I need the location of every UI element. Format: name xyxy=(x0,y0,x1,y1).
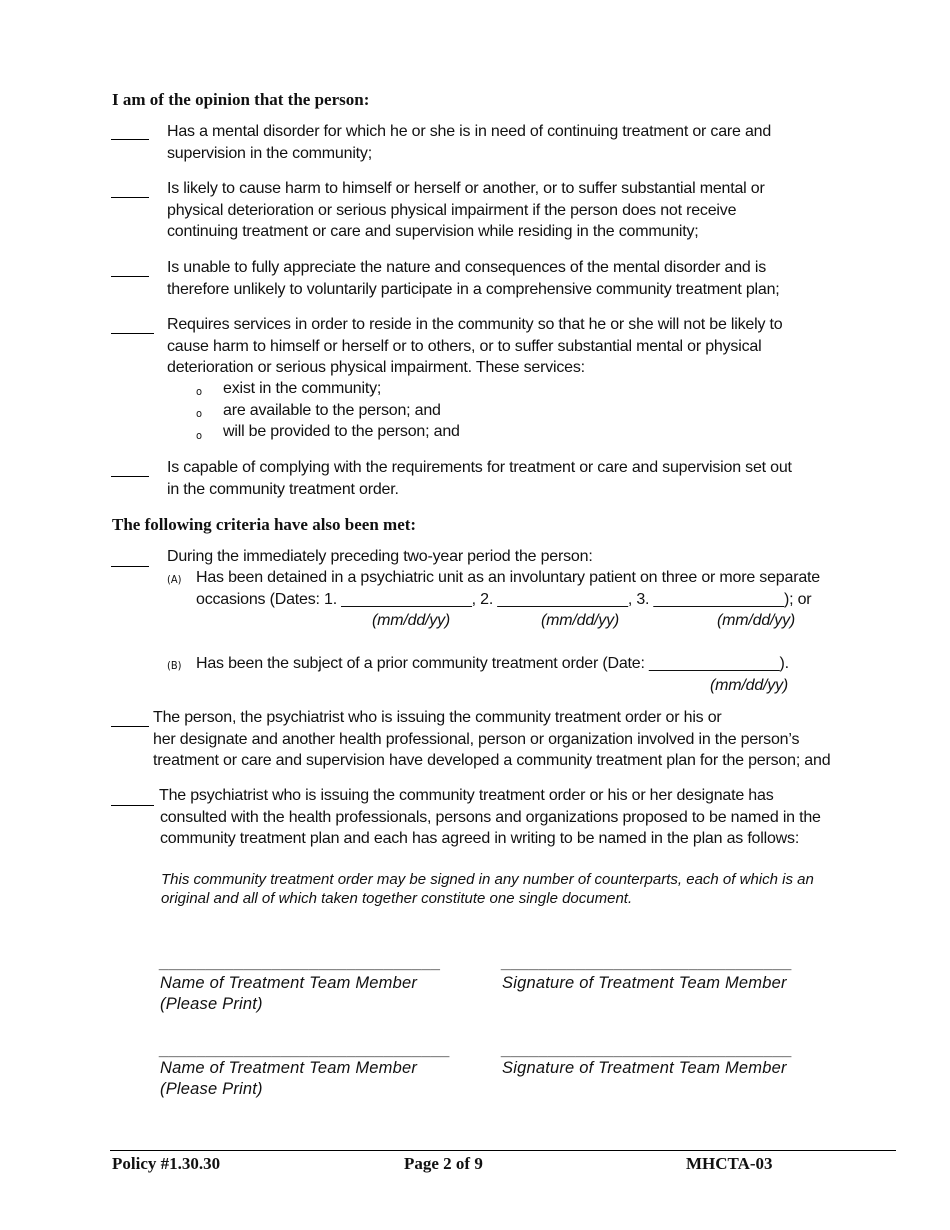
bullet-marker: o xyxy=(196,407,203,420)
please-print-2: (Please Print) xyxy=(160,1080,263,1098)
option-b-marker: (B) xyxy=(167,659,182,672)
signature-line-2[interactable]: _______________________________ xyxy=(502,1041,793,1059)
criterion-plan-developed: The person, the psychiatrist who is issuing the community treatment order or his or her designate and another health professional, person or organization involved in the person’s treatment or care and supervision have developed a community treatment plan for the person; and xyxy=(153,709,831,769)
criterion-mental-disorder: Has a mental disorder for which he or she is in need of continuing treatment or care and supervision in the community; xyxy=(167,123,772,162)
criterion-two-year-intro: During the immediately preceding two-year period the person: xyxy=(167,548,593,565)
date-hint-1: (mm/dd/yy) xyxy=(372,612,451,629)
footer-form-id: MHCTA-03 xyxy=(686,1154,773,1173)
checkbox-line-capable-complying[interactable] xyxy=(111,476,149,477)
option-b-prior-order: Has been the subject of a prior community treatment order (Date: _______________). xyxy=(196,655,789,672)
criterion-likely-harm: Is likely to cause harm to himself or herself or another, or to suffer substantial mental or physical deterioration or serious physical impairment if the person does not receive continuing treatment or care and supervision while residing in the community; xyxy=(167,180,765,240)
option-a-detained: Has been detained in a psychiatric unit as an involuntary patient on three or more separate occasions (Dates: 1. _______________, 2. _______________, 3. _______________); or xyxy=(196,569,820,608)
criterion-consulted: The psychiatrist who is issuing the community treatment order or his or her designate has consulted with the health professionals, persons and organizations proposed to be named in the community treatment plan and each has agreed in writing to be named in the plan as follows: xyxy=(159,787,821,847)
date-hint-b: (mm/dd/yy) xyxy=(710,677,789,694)
signature-label-2: Signature of Treatment Team Member xyxy=(502,1059,787,1077)
checkbox-line-consulted[interactable] xyxy=(111,805,154,806)
criterion-requires-services: Requires services in order to reside in the community so that he or she will not be likely to cause harm to himself or herself or to others, or to suffer substantial mental or physical deterioration or serious physical impairment. These services: xyxy=(167,316,783,376)
footer-divider xyxy=(110,1150,896,1151)
signature-line-1[interactable]: _______________________________ xyxy=(502,954,793,972)
checkbox-line-mental-disorder[interactable] xyxy=(111,139,149,140)
date-hint-2: (mm/dd/yy) xyxy=(541,612,620,629)
service-provided: will be provided to the person; and xyxy=(223,423,460,440)
checkbox-line-likely-harm[interactable] xyxy=(111,197,149,198)
date-hint-3: (mm/dd/yy) xyxy=(717,612,796,629)
please-print-1: (Please Print) xyxy=(160,995,263,1013)
criterion-unable-appreciate: Is unable to fully appreciate the nature and consequences of the mental disorder and is therefore unlikely to voluntarily participate in a comprehensive community treatment plan; xyxy=(167,259,780,298)
name-line-2[interactable]: _______________________________ xyxy=(160,1041,451,1059)
criterion-capable-complying: Is capable of complying with the requirements for treatment or care and supervision set out in the community treatment order. xyxy=(167,459,792,498)
checkbox-line-unable-appreciate[interactable] xyxy=(111,276,149,277)
signature-label-1: Signature of Treatment Team Member xyxy=(502,974,787,992)
footer-page-number: Page 2 of 9 xyxy=(404,1154,483,1173)
name-line-1[interactable]: ______________________________ xyxy=(160,954,442,972)
name-label-2: Name of Treatment Team Member xyxy=(160,1059,418,1077)
name-label-1: Name of Treatment Team Member xyxy=(160,974,418,992)
checkbox-line-requires-services[interactable] xyxy=(111,333,154,334)
bullet-marker: o xyxy=(196,429,203,442)
section-heading-criteria: The following criteria have also been met: xyxy=(112,515,417,534)
service-exist: exist in the community; xyxy=(223,380,382,397)
footer-policy: Policy #1.30.30 xyxy=(112,1154,221,1173)
service-available: are available to the person; and xyxy=(223,402,441,419)
counterparts-note: This community treatment order may be signed in any number of counterparts, each of which is an original and all of which taken together constitute one single document. xyxy=(161,871,814,907)
checkbox-line-plan-developed[interactable] xyxy=(111,726,149,727)
bullet-marker: o xyxy=(196,385,203,398)
option-a-marker: (A) xyxy=(167,573,182,586)
checkbox-line-two-year[interactable] xyxy=(111,566,149,567)
section-heading-opinion: I am of the opinion that the person: xyxy=(112,90,370,109)
